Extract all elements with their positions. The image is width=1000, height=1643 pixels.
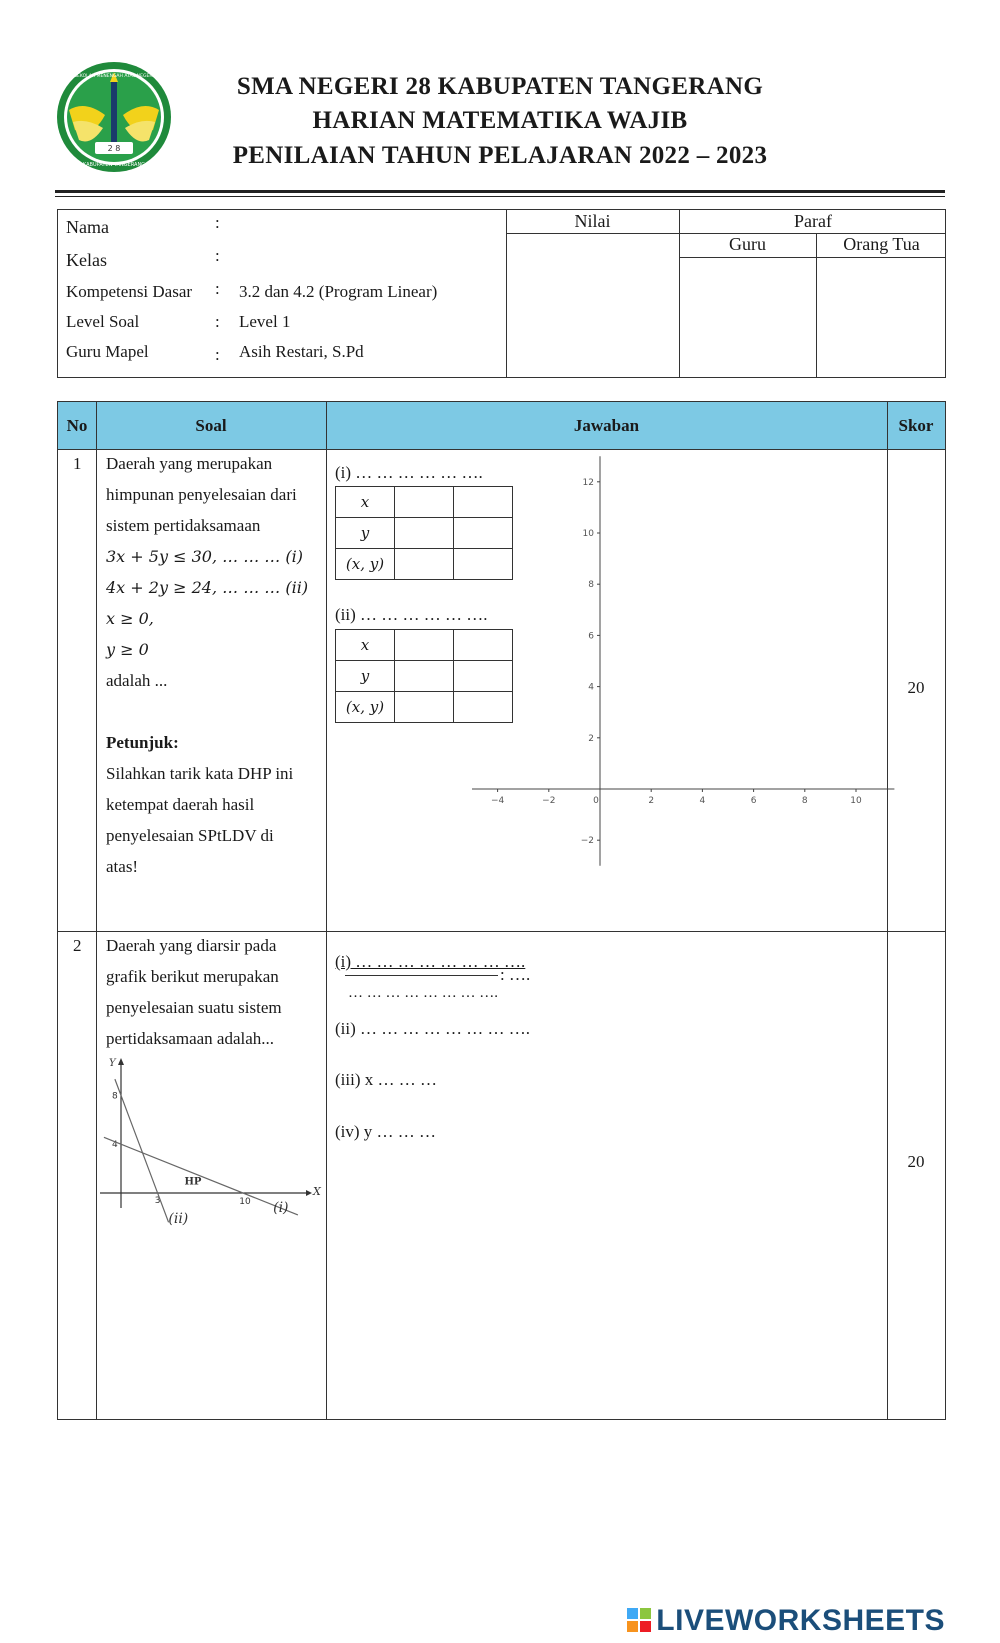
x-axis-label: X xyxy=(313,1185,321,1198)
y-tick-label: 8 xyxy=(112,1091,118,1102)
q2-answer-i-bottom: … … … … … … … …. xyxy=(348,985,498,1001)
label-level-soal: Level Soal xyxy=(66,312,140,331)
x-tick-label: 6 xyxy=(750,796,757,806)
row-label-xy: (x, y) xyxy=(336,692,395,723)
header-soal: Soal xyxy=(195,416,227,435)
divider xyxy=(679,257,945,258)
x-tick-label: 4 xyxy=(699,796,706,806)
sep: : xyxy=(215,246,220,265)
q1-text-2: himpunan penyelesaian dari xyxy=(106,485,297,504)
x-tick-label: 8 xyxy=(801,796,808,806)
row-label-y: y xyxy=(336,661,395,692)
line-ii xyxy=(115,1079,169,1222)
value-guru-mapel: Asih Restari, S.Pd xyxy=(239,342,364,361)
q1-text-4: adalah ... xyxy=(106,671,168,690)
sep: : xyxy=(215,279,220,298)
q2-answer-iii: (iii) x … … … xyxy=(335,1070,437,1089)
y-axis-label: Y xyxy=(109,1058,116,1069)
q2-text-1: Daerah yang diarsir pada xyxy=(106,936,277,955)
divider xyxy=(326,402,327,1419)
guru-header: Guru xyxy=(729,234,766,254)
y-tick-label: 6 xyxy=(588,631,594,642)
header-jawaban: Jawaban xyxy=(573,416,640,435)
q1-number: 1 xyxy=(73,454,82,473)
divider xyxy=(506,210,507,377)
q1-inequality-1: 3x + 5y ≤ 30, … … … (i) xyxy=(106,547,303,566)
sep: : xyxy=(215,213,220,232)
hp-label: HP xyxy=(184,1176,202,1188)
liveworksheets-brand[interactable] xyxy=(626,1604,945,1638)
divider xyxy=(96,402,97,1419)
fraction-line xyxy=(345,975,498,976)
q2-text-4: pertidaksamaan adalah... xyxy=(106,1029,275,1048)
y-tick-label: −2 xyxy=(580,836,594,847)
q1-score: 20 xyxy=(907,678,925,697)
sep: : xyxy=(215,312,220,331)
q1-hint-1: Silahkan tarik kata DHP ini xyxy=(106,764,294,783)
q1-answer-ii-label: (ii) … … … … … …. xyxy=(335,605,488,624)
x-tick-label: −2 xyxy=(542,796,556,806)
q2-text-3: penyelesaian suatu sistem xyxy=(106,998,282,1017)
nilai-header: Nilai xyxy=(574,211,611,231)
brand-text: LIVEWORKSHEETS xyxy=(656,1604,945,1637)
y-tick-label: 8 xyxy=(588,580,594,591)
x-tick-label: 0 xyxy=(593,796,599,806)
value-kompetensi-dasar: 3.2 dan 4.2 (Program Linear) xyxy=(239,282,438,301)
x-axis-arrow xyxy=(306,1190,312,1196)
q2-number: 2 xyxy=(73,936,82,955)
q1-inequality-3: x ≥ 0, xyxy=(106,609,154,628)
q1-inequality-2: 4x + 2y ≥ 24, … … … (ii) xyxy=(106,578,309,597)
y-tick-label: 12 xyxy=(582,477,594,488)
x-tick-label: 2 xyxy=(648,796,655,806)
value-level-soal: Level 1 xyxy=(239,312,291,331)
q2-answer-i-top xyxy=(335,952,525,972)
line-i-label: (i) xyxy=(273,1200,289,1216)
row-label-x: x xyxy=(336,487,395,518)
q1-text-1: Daerah yang merupakan xyxy=(106,454,273,473)
line-ii-label: (ii) xyxy=(168,1211,189,1227)
sep: : xyxy=(215,345,220,364)
row-label-y: y xyxy=(336,518,395,549)
x-tick-label: 3 xyxy=(154,1196,161,1206)
header-rule-thin xyxy=(55,196,945,197)
school-name: SMA NEGERI 28 KABUPATEN TANGERANG xyxy=(236,73,764,100)
x-tick-label: −4 xyxy=(490,796,505,806)
q1-hint-3: penyelesaian SPtLDV di xyxy=(106,826,274,845)
q2-answer-iv: (iv) y … … … xyxy=(335,1122,437,1141)
school-logo xyxy=(55,60,173,174)
q1-text-3: sistem pertidaksamaan xyxy=(106,516,261,535)
divider xyxy=(887,402,888,1419)
header-rule-thick xyxy=(55,190,945,193)
label-guru-mapel: Guru Mapel xyxy=(66,342,149,361)
q2-answer-i-colon: : …. xyxy=(500,965,531,984)
label-kelas: Kelas xyxy=(66,250,107,270)
label-kompetensi-dasar: Kompetensi Dasar xyxy=(66,282,193,301)
row-label-xy: (x, y) xyxy=(336,549,395,580)
q1-hint-title: Petunjuk: xyxy=(106,733,179,752)
y-axis-arrow xyxy=(118,1058,124,1065)
svg-text:KABUPATEN TANGERANG: KABUPATEN TANGERANG xyxy=(82,162,146,168)
q2-region-graph xyxy=(98,1055,321,1227)
header-skor: Skor xyxy=(898,416,934,435)
table-header-row xyxy=(58,402,945,450)
q2-answer-ii: (ii) … … … … … … … …. xyxy=(335,1019,531,1038)
exam-title: HARIAN MATEMATIKA WAJIB xyxy=(312,107,688,134)
exam-year: PENILAIAN TAHUN PELAJARAN 2022 – 2023 xyxy=(232,142,768,169)
q2-score: 20 xyxy=(907,1152,925,1171)
divider xyxy=(816,234,817,377)
paraf-header: Paraf xyxy=(794,211,832,231)
x-tick-label: 10 xyxy=(850,796,862,806)
svg-text:SEKOLAH MENENGAH ATAS NEGERI: SEKOLAH MENENGAH ATAS NEGERI xyxy=(74,74,154,79)
label-nama: Nama xyxy=(66,217,109,237)
x-tick-label: 10 xyxy=(239,1197,251,1207)
row-label-x: x xyxy=(336,630,395,661)
student-info-box xyxy=(57,209,946,378)
header-no: No xyxy=(66,416,88,435)
y-tick-label: 2 xyxy=(588,733,594,744)
q2-answer-i-numerator: (i) … … … … … … … …. xyxy=(335,952,526,971)
q1-inequality-4: y ≥ 0 xyxy=(106,640,149,659)
liveworksheets-logo-icon xyxy=(626,1607,652,1633)
q2-text-2: grafik berikut merupakan xyxy=(106,967,279,986)
q1-answer-i-label: (i) … … … … … …. xyxy=(335,463,483,482)
y-tick-label: 10 xyxy=(582,529,594,539)
question-table xyxy=(57,401,946,1420)
y-tick-label: 4 xyxy=(112,1140,118,1151)
q1-hint-2: ketempat daerah hasil xyxy=(106,795,255,814)
q1-hint-4: atas! xyxy=(106,857,139,876)
q1-coordinate-grid[interactable] xyxy=(428,457,868,897)
y-tick-label: 4 xyxy=(588,682,594,693)
orang-tua-header: Orang Tua xyxy=(843,234,920,254)
svg-text:2 8: 2 8 xyxy=(107,144,121,153)
